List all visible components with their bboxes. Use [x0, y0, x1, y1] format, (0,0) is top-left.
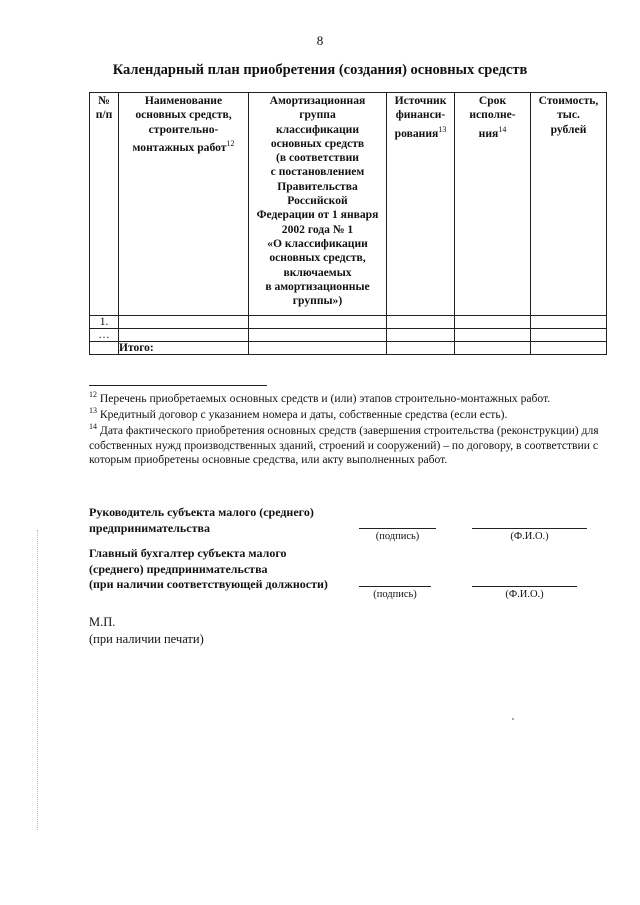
accountant-name-line	[472, 586, 577, 587]
footnote-ref-14: 14	[498, 124, 507, 134]
table-total-row	[90, 342, 607, 355]
head-name-line	[472, 528, 587, 529]
head-signature-label: Руководитель субъекта малого (среднего) предпринимательства	[89, 505, 314, 535]
header-num: № п/п	[90, 93, 119, 316]
footnote-separator	[89, 385, 267, 386]
stamp-block	[89, 614, 204, 648]
stamp-label: М.П.	[89, 615, 116, 629]
scan-margin-artifact	[37, 530, 39, 830]
accountant-signature-caption: (подпись)	[373, 589, 417, 600]
calendar-plan-table	[89, 92, 607, 355]
header-cost: Стоимость, тыс. рублей	[531, 93, 607, 316]
accountant-signature-label: Главный бухгалтер субъекта малого (среднего) предпринимательства (при наличии соответствующей должности)	[89, 546, 328, 591]
head-signature-line	[359, 528, 436, 529]
table-row	[90, 316, 607, 329]
document-title: Календарный план приобретения (создания) основных средств	[112, 62, 528, 78]
table-header-row	[90, 93, 607, 316]
row-num: 1.	[90, 316, 119, 329]
head-name-caption: (Ф.И.О.)	[510, 531, 549, 542]
total-label: Итого:	[119, 342, 249, 355]
page-number: 8	[316, 33, 324, 48]
footnote-14: $^{14}$ Дата фактического приобретения основных средств (завершения строительства (реконструкции) для собственных нужд производственных зданий, строений и сооружений) – по договору, в соответствии с которым приобретены основные средства, или акту выполненных работ.	[89, 422, 599, 467]
footnote-13: $^{13}$ Кредитный договор с указанием номера и даты, собственные средства (если есть).	[89, 406, 508, 421]
accountant-signature-line	[359, 586, 431, 587]
stamp-note: (при наличии печати)	[89, 632, 204, 646]
header-depreciation-group: Амортизационная группа классификации основных средств (в соответствии с постановлением Правительства Российской Федерации от 1 января 2002 года № 1 «О классификации основных средств, включаемых в амортизационные группы»)	[249, 93, 387, 316]
footnote-ref-13: 13	[438, 124, 447, 134]
header-funding-source: Источник финанси- рования$^{13}$	[387, 93, 455, 316]
row-num: …	[90, 329, 119, 342]
footnote-ref-12: 12	[226, 138, 235, 148]
header-term: Срок исполне- ния$^{14}$	[455, 93, 531, 316]
head-signature-caption: (подпись)	[375, 531, 420, 542]
accountant-name-caption: (Ф.И.О.)	[505, 589, 544, 600]
table-row	[90, 329, 607, 342]
footnote-12: $^{12}$ Перечень приобретаемых основных средств и (или) этапов строительно-монтажных работ.	[89, 390, 551, 405]
scan-dot-artifact	[512, 718, 514, 720]
header-name: Наименование основных средств, строительно- монтажных работ$^{12}$	[119, 93, 249, 316]
